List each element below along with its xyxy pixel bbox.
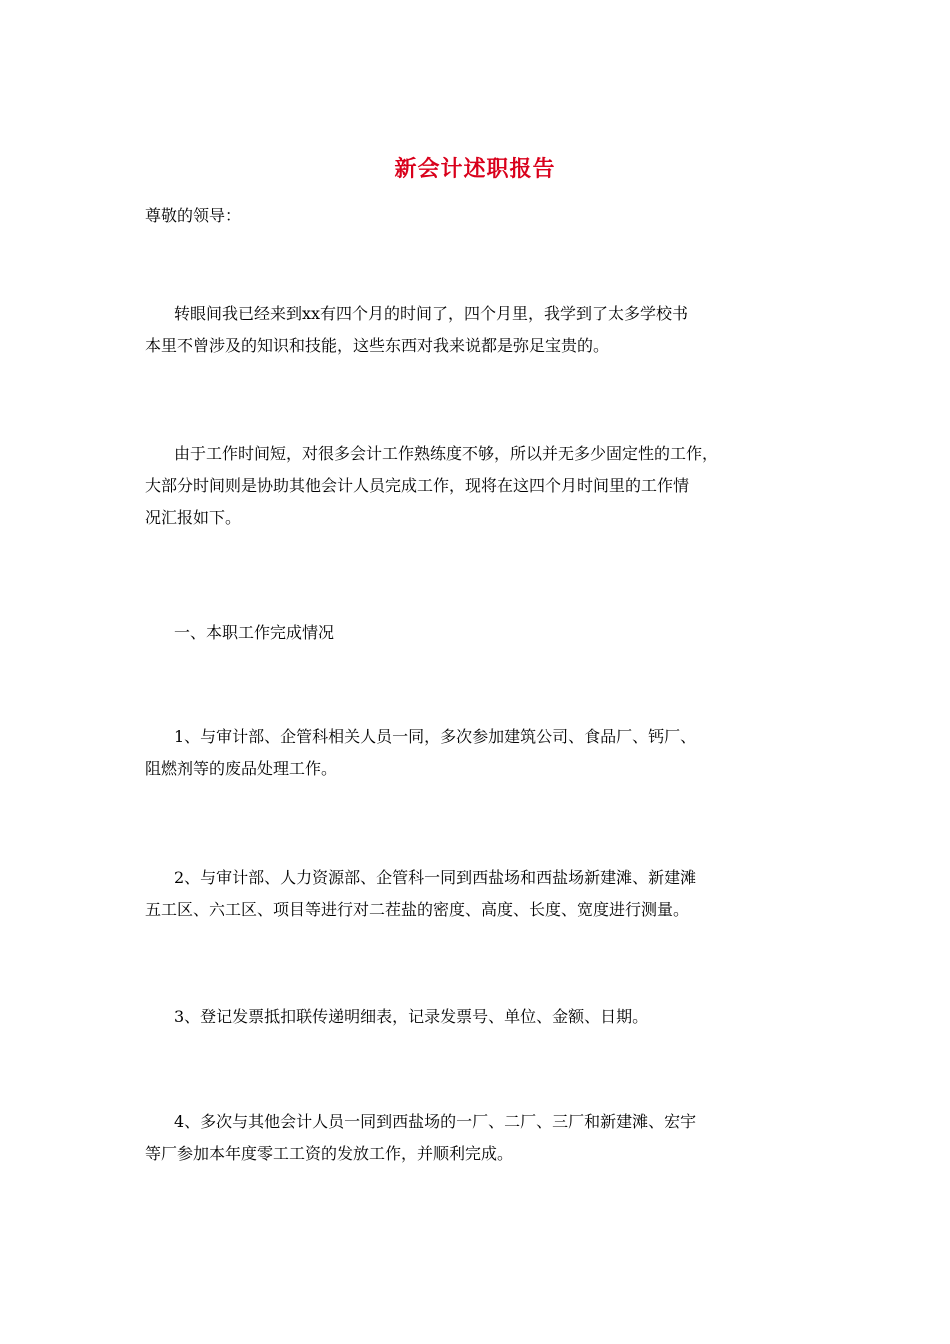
paragraph-line: 等厂参加本年度零工工资的发放工作，并顺利完成。	[145, 1144, 514, 1163]
list-item-3	[145, 1001, 810, 1033]
paragraph-overview	[145, 438, 810, 534]
paragraph-intro	[145, 298, 810, 362]
paragraph-line: 3、登记发票抵扣联传递明细表，记录发票号、单位、金额、日期。	[174, 1007, 649, 1026]
document-title: 新会计述职报告	[394, 156, 556, 182]
list-item-4	[145, 1106, 810, 1170]
paragraph-line: 2、与审计部、人力资源部、企管科一同到西盐场和西盐场新建滩、新建滩	[174, 868, 697, 887]
list-item-2	[145, 862, 810, 926]
paragraph-line: 转眼间我已经来到xx有四个月的时间了，四个月里，我学到了太多学校书	[174, 304, 689, 323]
section-heading-text: 一、本职工作完成情况	[174, 623, 335, 642]
paragraph-line: 1、与审计部、企管科相关人员一同，多次参加建筑公司、食品厂、钙厂、	[174, 727, 697, 746]
paragraph-line: 况汇报如下。	[145, 508, 242, 527]
list-item-1	[145, 721, 810, 785]
salutation: 尊敬的领导：	[145, 206, 242, 225]
paragraph-line: 4、多次与其他会计人员一同到西盐场的一厂、二厂、三厂和新建滩、宏宇	[174, 1112, 697, 1131]
paragraph-line: 由于工作时间短，对很多会计工作熟练度不够，所以并无多少固定性的工作，	[174, 444, 719, 463]
section-heading	[145, 617, 810, 649]
paragraph-line: 阻燃剂等的废品处理工作。	[145, 759, 338, 778]
paragraph-line: 大部分时间则是协助其他会计人员完成工作，现将在这四个月时间里的工作情	[145, 476, 690, 495]
paragraph-line: 五工区、六工区、项目等进行对二茬盐的密度、高度、长度、宽度进行测量。	[145, 900, 690, 919]
paragraph-line: 本里不曾涉及的知识和技能，这些东西对我来说都是弥足宝贵的。	[145, 336, 610, 355]
